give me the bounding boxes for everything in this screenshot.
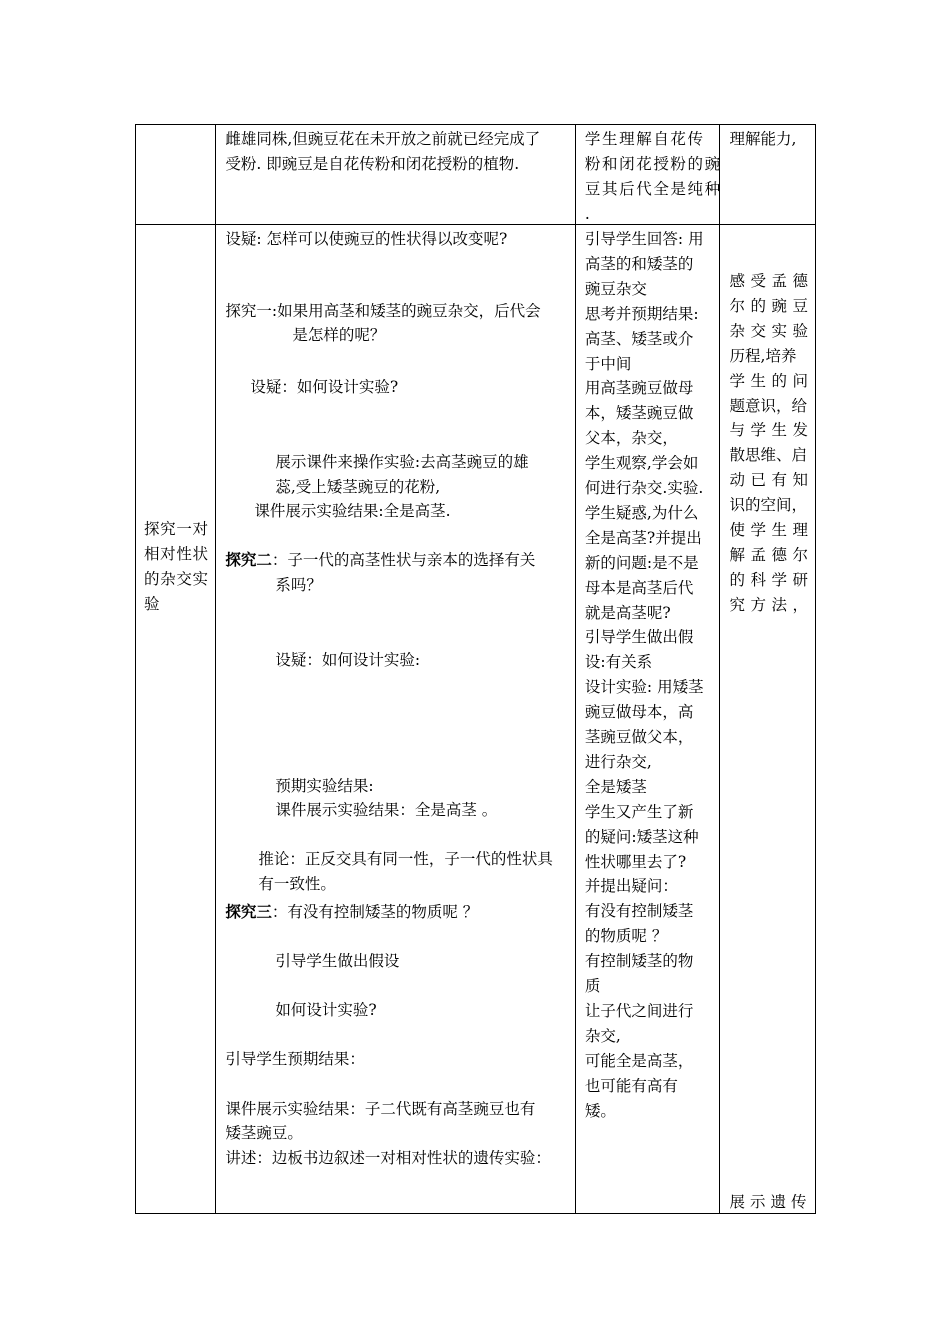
text-line: 设计实验: 用矮茎 <box>584 678 704 697</box>
text-line: 设疑：如何设计实验: <box>275 651 421 669</box>
text-line: 就是高茎呢? <box>584 603 671 622</box>
text-line: 讲述：边板书边叙述一对相对性状的遗传实验： <box>225 1149 551 1167</box>
text-line: 学生的问 <box>729 371 814 390</box>
text-line: 理解能力, <box>729 130 797 148</box>
text-line: 高茎的和矮茎的 <box>584 254 694 273</box>
text-line: 学生理解自花传 <box>584 130 705 148</box>
text-line: 使学生理 <box>729 521 814 539</box>
text-line: 感受孟德 <box>729 272 814 290</box>
text-line: 系吗？ <box>275 576 322 594</box>
text-line: 并提出疑问： <box>584 877 678 896</box>
text-line: 杂交实验 <box>729 321 814 340</box>
text-line: 高茎、矮茎或介 <box>584 329 694 348</box>
text-line: 全是矮茎 <box>584 777 647 796</box>
text-line: 尔的豌豆 <box>729 296 814 315</box>
stage-cell <box>136 225 216 1214</box>
student-activity-cell <box>575 125 722 225</box>
text-line: 散思维、启 <box>729 446 808 465</box>
text-line: 于中间 <box>584 354 632 373</box>
text-line: 粉和闭花授粉的豌 <box>584 155 722 173</box>
text-line: 课件展示实验结果:全是高茎. <box>254 502 451 520</box>
text-line: 本，矮茎豌豆做 <box>584 404 694 423</box>
text-line: 课件展示实验结果：全是高茎 。 <box>275 801 498 819</box>
text-line: 可能全是高茎， <box>584 1051 694 1070</box>
text-line: 思考并预期结果: <box>584 304 699 323</box>
text-line: 豌豆做母本，高 <box>584 703 694 722</box>
table-row <box>136 225 816 1214</box>
text-line: . <box>584 205 590 223</box>
teacher-activity-cell <box>216 225 576 1214</box>
text-line: 雌雄同株,但豌豆花在未开放之前就已经完成了 <box>225 130 541 148</box>
text-line: 引导学生做出假 <box>584 628 694 647</box>
text-line: 茎豌豆做父本， <box>584 728 694 746</box>
text-line: 学生观察,学会如 <box>584 454 699 473</box>
text-line: 设疑: 怎样可以使豌豆的性状得以改变呢? <box>225 230 508 248</box>
stage-cell <box>136 125 216 225</box>
text-line: 用高茎豌豆做母 <box>584 379 694 398</box>
text-line: 也可能有高有 <box>584 1076 678 1095</box>
text-line: 究方法， <box>729 595 814 614</box>
text-line: 设疑：如何设计实验? <box>250 378 399 396</box>
text-line: 矮。 <box>584 1101 616 1120</box>
text-line: 母本是高茎后代 <box>584 578 694 597</box>
text-line: 预期实验结果: <box>275 777 374 795</box>
text-line: 杂交, <box>584 1026 621 1045</box>
text-line: 豌豆杂交 <box>584 279 647 298</box>
text-line: 性状哪里去了? <box>584 852 687 871</box>
text-line: 父本，杂交， <box>584 429 678 448</box>
text-line: 蕊,受上矮茎豌豆的花粉, <box>275 478 441 496</box>
text-line: 题意识，给 <box>729 396 808 415</box>
text-line: 的物质呢 ？ <box>584 927 668 946</box>
text-line: 进行杂交, <box>584 752 652 771</box>
text-line: 的疑问:矮茎这种 <box>584 827 699 846</box>
text-line: 动已有知 <box>729 471 814 490</box>
text-line: 如何设计实验? <box>275 1001 377 1019</box>
text-line: 引导学生做出假设 <box>275 952 400 970</box>
text-line: 与学生发 <box>729 421 814 440</box>
text-line: 探究三：有没有控制矮茎的物质呢 ？ <box>225 902 479 921</box>
design-intent-cell <box>719 225 815 1214</box>
design-intent-cell <box>719 125 815 225</box>
text-line: 引导学生预期结果： <box>225 1050 365 1068</box>
text-line: 有一致性。 <box>258 875 336 893</box>
text-line: 引导学生回答: 用 <box>584 230 704 248</box>
table-row <box>136 125 816 225</box>
student-activity-cell <box>575 225 719 1214</box>
text-line: 探究一:如果用高茎和矮茎的豌豆杂交，后代会 <box>225 302 541 320</box>
text-line: 设:有关系 <box>584 653 653 672</box>
text-line: 受粉. 即豌豆是自花传粉和闭花授粉的植物. <box>225 155 520 173</box>
text-line: 质 <box>584 977 601 995</box>
text-line: 何进行杂交.实验. <box>584 479 704 497</box>
text-line: 历程,培养 <box>729 346 797 365</box>
text-line: 全是高茎?并提出 <box>584 528 702 547</box>
text-line: 学生又产生了新 <box>584 802 694 821</box>
teacher-activity-cell <box>216 125 576 225</box>
text-line: 识的空间， <box>729 496 808 515</box>
text-line: 学生疑惑,为什么 <box>584 503 699 522</box>
text-line: 豆其后代全是纯种 <box>584 180 722 198</box>
text-line: 展示课件来操作实验:去高茎豌豆的雄 <box>275 453 529 471</box>
text-line: 课件展示实验结果：子二代既有高茎豌豆也有 <box>225 1100 536 1118</box>
lesson-table <box>135 124 816 1214</box>
text-line: 推论：正反交具有同一性，子一代的性状具 <box>258 850 553 868</box>
text-line: 解孟德尔 <box>729 545 814 564</box>
text-line: 展示遗传 <box>729 1193 812 1211</box>
stage-title: 探究一对相对性状的杂交实验 <box>144 520 208 613</box>
text-line: 新的问题:是不是 <box>584 553 699 572</box>
text-line: 的科学研 <box>729 570 814 589</box>
text-line: 是怎样的呢？ <box>292 326 386 344</box>
text-line: 有控制矮茎的物 <box>584 952 694 971</box>
text-line: 有没有控制矮茎 <box>584 902 694 921</box>
text-line: 矮茎豌豆。 <box>225 1124 303 1142</box>
text-line: 让子代之间进行 <box>584 1001 694 1020</box>
text-line: 探究二：子一代的高茎性状与亲本的选择有关 <box>225 550 536 569</box>
